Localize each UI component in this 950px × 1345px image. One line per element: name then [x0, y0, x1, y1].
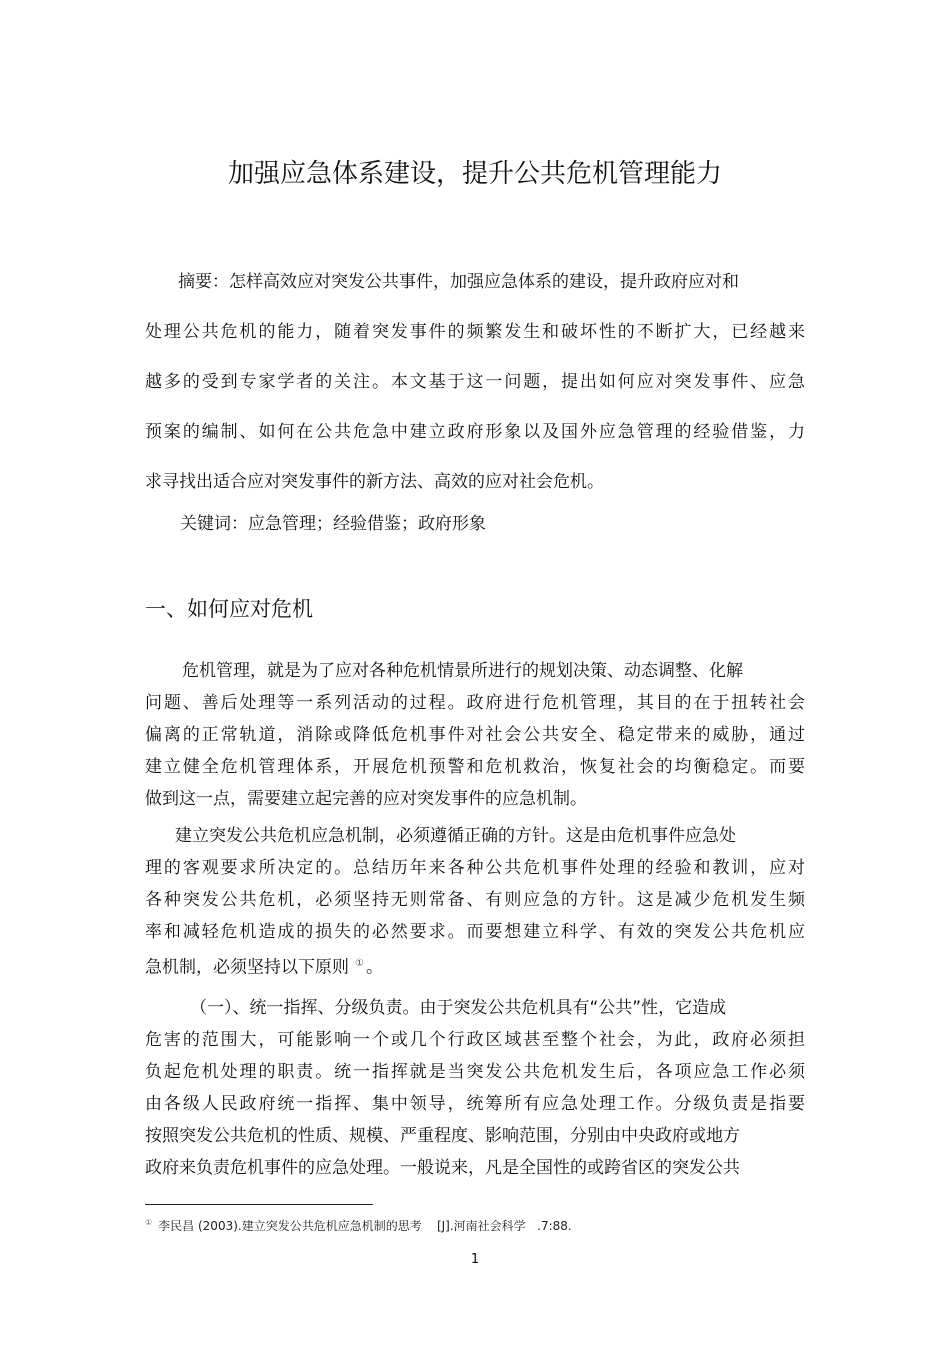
paragraph-end: 。 [365, 957, 383, 978]
footnote-text: 李民昌 (2003).建立突发公共危机应急机制的思考 [J].河南社会科学 .7:88. [158, 1219, 572, 1233]
abstract-line: 越多的受到专家学者的关注。本文基于这一问题，提出如何应对突发事件、应急 [145, 372, 805, 392]
paragraph-line: 偏离的正常轨道，消除或降低危机事件对社会公共安全、稳定带来的威胁，通过 [145, 725, 805, 745]
paragraph-line: 由各级人民政府统一指挥、集中领导，统筹所有应急处理工作。分级负责是指要 [145, 1094, 805, 1114]
paragraph-line: 率和减轻危机造成的损失的必然要求。而要想建立科学、有效的突发公共危机应 [145, 922, 805, 942]
abstract-line: 摘要：怎样高效应对突发公共事件，加强应急体系的建设，提升政府应对和 [178, 272, 739, 292]
paragraph-line: （一）、统一指挥、分级负责。由于突发公共危机具有“公共”性，它造成 [190, 998, 727, 1018]
section-heading: 一、如何应对危机 [145, 597, 313, 621]
paragraph-line: 建立健全危机管理体系，开展危机预警和危机救治，恢复社会的均衡稳定。而要 [145, 757, 805, 777]
paragraph-line [145, 954, 383, 978]
footnote-divider [145, 1204, 373, 1205]
keywords: 关键词：应急管理；经验借鉴；政府形象 [180, 514, 486, 534]
abstract-line: 求寻找出适合应对突发事件的新方法、高效的应对社会危机。 [145, 472, 604, 492]
paragraph-line: 负起危机处理的职责。统一指挥就是当突发公共危机发生后，各项应急工作必须 [145, 1062, 805, 1082]
paragraph-line: 各种突发公共危机，必须坚持无则常备、有则应急的方针。这是减少危机发生频 [145, 890, 805, 910]
paragraph-line: 理的客观要求所决定的。总结历年来各种公共危机事件处理的经验和教训，应对 [145, 858, 805, 878]
footnote-mark: ① [145, 1218, 153, 1227]
paragraph-line: 危害的范围大，可能影响一个或几个行政区域甚至整个社会，为此，政府必须担 [145, 1030, 805, 1050]
abstract-line: 预案的编制、如何在公共危急中建立政府形象以及国外应急管理的经验借鉴，力 [145, 422, 805, 442]
paragraph-line: 问题、善后处理等一系列活动的过程。政府进行危机管理，其目的在于扭转社会 [145, 693, 805, 713]
footnote [145, 1215, 572, 1234]
abstract-line: 处理公共危机的能力，随着突发事件的频繁发生和破坏性的不断扩大，已经越来 [145, 322, 805, 342]
paragraph-line: 按照突发公共危机的性质、规模、严重程度、影响范围，分别由中央政府或地方 [145, 1126, 740, 1146]
paragraph-text: 急机制，必须坚持以下原则 [145, 957, 349, 978]
paragraph-line: 做到这一点，需要建立起完善的应对突发事件的应急机制。 [145, 789, 587, 809]
page-number: 1 [470, 1252, 480, 1267]
paragraph-line: 政府来负责危机事件的应急处理。一般说来，凡是全国性的或跨省区的突发公共 [145, 1158, 740, 1178]
footnote-reference: ① [355, 958, 364, 969]
document-title: 加强应急体系建设，提升公共危机管理能力 [227, 159, 722, 189]
paragraph-line: 危机管理，就是为了应对各种危机情景所进行的规划决策、动态调整、化解 [182, 661, 743, 681]
paragraph-line: 建立突发公共危机应急机制，必须遵循正确的方针。这是由危机事件应急处 [175, 826, 736, 846]
